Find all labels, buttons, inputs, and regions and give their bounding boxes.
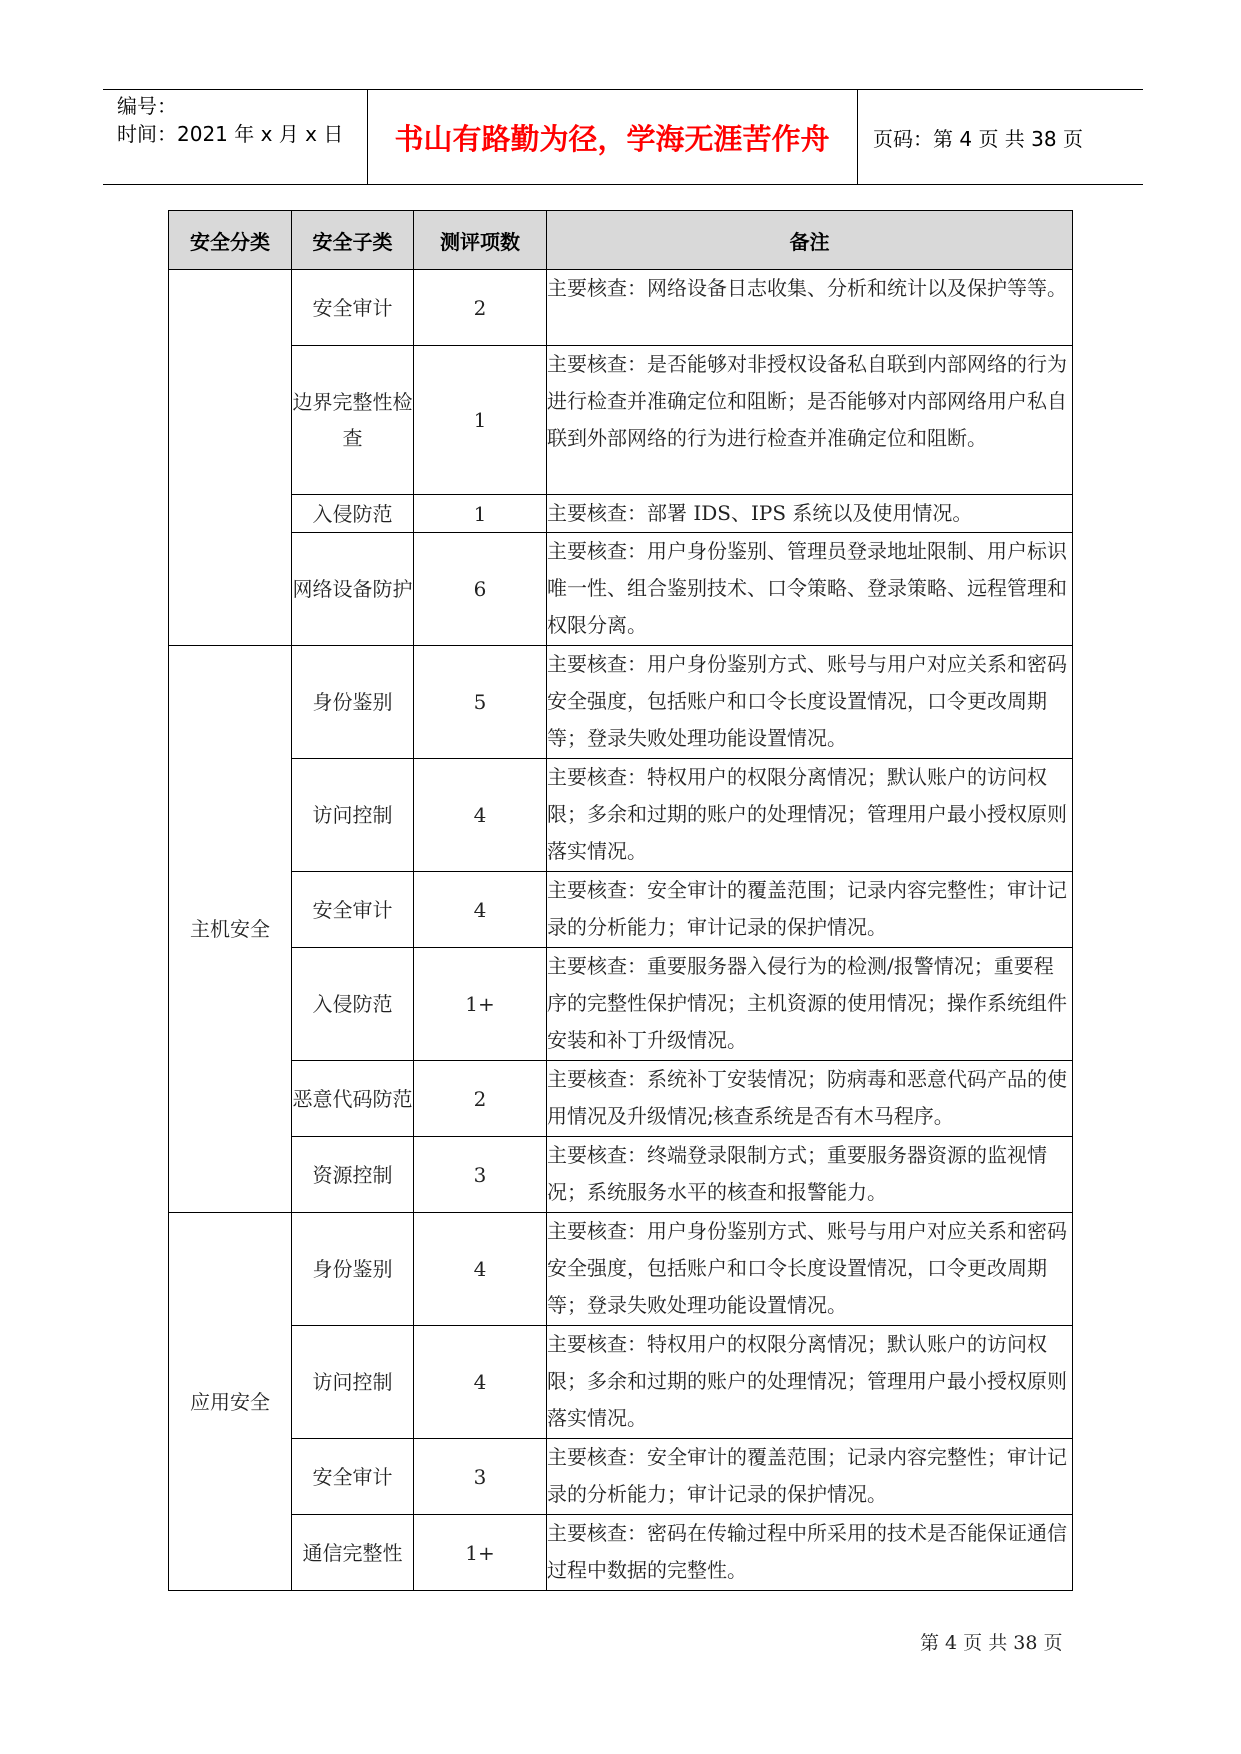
item-count-cell: 1 bbox=[414, 495, 547, 533]
subcategory-cell: 资源控制 bbox=[292, 1137, 414, 1213]
header-notes: 备注 bbox=[547, 211, 1073, 270]
table-header-row bbox=[169, 211, 1073, 270]
subcategory-cell: 访问控制 bbox=[292, 1326, 414, 1439]
page-header bbox=[103, 89, 1143, 185]
subcategory-cell: 安全审计 bbox=[292, 270, 414, 346]
note-cell: 主要核查：系统补丁安装情况；防病毒和恶意代码产品的使用情况及升级情况;核查系统是否有木马程序。 bbox=[547, 1061, 1073, 1137]
table-row bbox=[169, 872, 1073, 948]
header-page-info: 页码：第 4 页 共 38 页 bbox=[873, 126, 1083, 151]
number-label: 编号： bbox=[117, 94, 177, 118]
date-line: 时间：2021 年 x 月 x 日 bbox=[117, 122, 344, 146]
table-row bbox=[169, 270, 1073, 346]
item-count-cell: 6 bbox=[414, 533, 547, 646]
subcategory-cell: 恶意代码防范 bbox=[292, 1061, 414, 1137]
subcategory-cell: 通信完整性 bbox=[292, 1515, 414, 1591]
category-cell: 应用安全 bbox=[169, 1213, 292, 1591]
note-cell: 主要核查：安全审计的覆盖范围；记录内容完整性；审计记录的分析能力；审计记录的保护情况。 bbox=[547, 872, 1073, 948]
item-count-cell: 1+ bbox=[414, 948, 547, 1061]
subcategory-cell: 身份鉴别 bbox=[292, 1213, 414, 1326]
item-count-cell: 1+ bbox=[414, 1515, 547, 1591]
subcategory-cell: 身份鉴别 bbox=[292, 646, 414, 759]
item-count-cell: 4 bbox=[414, 872, 547, 948]
category-cell: 主机安全 bbox=[169, 646, 292, 1213]
item-count-cell: 5 bbox=[414, 646, 547, 759]
note-cell: 主要核查：用户身份鉴别方式、账号与用户对应关系和密码安全强度，包括账户和口令长度设置情况，口令更改周期等；登录失败处理功能设置情况。 bbox=[547, 646, 1073, 759]
note-cell: 主要核查：终端登录限制方式；重要服务器资源的监视情况；系统服务水平的核查和报警能力。 bbox=[547, 1137, 1073, 1213]
header-item-count: 测评项数 bbox=[414, 211, 547, 270]
table-row bbox=[169, 1137, 1073, 1213]
table-row bbox=[169, 346, 1073, 495]
header-motto: 书山有路勤为径，学海无涯苦作舟 bbox=[394, 121, 830, 156]
note-cell: 主要核查：重要服务器入侵行为的检测/报警情况；重要程序的完整性保护情况；主机资源的使用情况；操作系统组件安装和补丁升级情况。 bbox=[547, 948, 1073, 1061]
note-cell: 主要核查：部署 IDS、IPS 系统以及使用情况。 bbox=[547, 495, 1073, 533]
page-footer: 第 4 页 共 38 页 bbox=[920, 1632, 1063, 1654]
header-divider bbox=[857, 90, 858, 184]
item-count-cell: 1 bbox=[414, 346, 547, 495]
header-subcategory: 安全子类 bbox=[292, 211, 414, 270]
category-cell bbox=[169, 270, 292, 646]
subcategory-cell: 网络设备防护 bbox=[292, 533, 414, 646]
note-cell: 主要核查：是否能够对非授权设备私自联到内部网络的行为进行检查并准确定位和阻断；是否能够对内部网络用户私自联到外部网络的行为进行检查并准确定位和阻断。 bbox=[547, 346, 1073, 495]
table-row bbox=[169, 1326, 1073, 1439]
subcategory-cell: 访问控制 bbox=[292, 759, 414, 872]
header-category: 安全分类 bbox=[169, 211, 292, 270]
note-cell: 主要核查：用户身份鉴别、管理员登录地址限制、用户标识唯一性、组合鉴别技术、口令策略、登录策略、远程管理和权限分离。 bbox=[547, 533, 1073, 646]
note-cell: 主要核查：网络设备日志收集、分析和统计以及保护等等。 bbox=[547, 270, 1073, 346]
subcategory-cell: 安全审计 bbox=[292, 1439, 414, 1515]
item-count-cell: 4 bbox=[414, 1213, 547, 1326]
note-cell: 主要核查：特权用户的权限分离情况；默认账户的访问权限；多余和过期的账户的处理情况；管理用户最小授权原则落实情况。 bbox=[547, 759, 1073, 872]
subcategory-cell: 边界完整性检查 bbox=[292, 346, 414, 495]
subcategory-cell: 入侵防范 bbox=[292, 948, 414, 1061]
note-cell: 主要核查：用户身份鉴别方式、账号与用户对应关系和密码安全强度，包括账户和口令长度设置情况，口令更改周期等；登录失败处理功能设置情况。 bbox=[547, 1213, 1073, 1326]
item-count-cell: 2 bbox=[414, 1061, 547, 1137]
subcategory-cell: 安全审计 bbox=[292, 872, 414, 948]
note-cell: 主要核查：密码在传输过程中所采用的技术是否能保证通信过程中数据的完整性。 bbox=[547, 1515, 1073, 1591]
table-row bbox=[169, 1061, 1073, 1137]
item-count-cell: 4 bbox=[414, 759, 547, 872]
table-row bbox=[169, 1213, 1073, 1326]
table-row bbox=[169, 533, 1073, 646]
evaluation-table bbox=[168, 210, 1073, 1591]
item-count-cell: 3 bbox=[414, 1137, 547, 1213]
table-row bbox=[169, 495, 1073, 533]
item-count-cell: 3 bbox=[414, 1439, 547, 1515]
table-row bbox=[169, 1439, 1073, 1515]
item-count-cell: 4 bbox=[414, 1326, 547, 1439]
subcategory-cell: 入侵防范 bbox=[292, 495, 414, 533]
table-row bbox=[169, 948, 1073, 1061]
item-count-cell: 2 bbox=[414, 270, 547, 346]
table-row bbox=[169, 646, 1073, 759]
note-cell: 主要核查：安全审计的覆盖范围；记录内容完整性；审计记录的分析能力；审计记录的保护情况。 bbox=[547, 1439, 1073, 1515]
table-row bbox=[169, 759, 1073, 872]
note-cell: 主要核查：特权用户的权限分离情况；默认账户的访问权限；多余和过期的账户的处理情况；管理用户最小授权原则落实情况。 bbox=[547, 1326, 1073, 1439]
table-row bbox=[169, 1515, 1073, 1591]
